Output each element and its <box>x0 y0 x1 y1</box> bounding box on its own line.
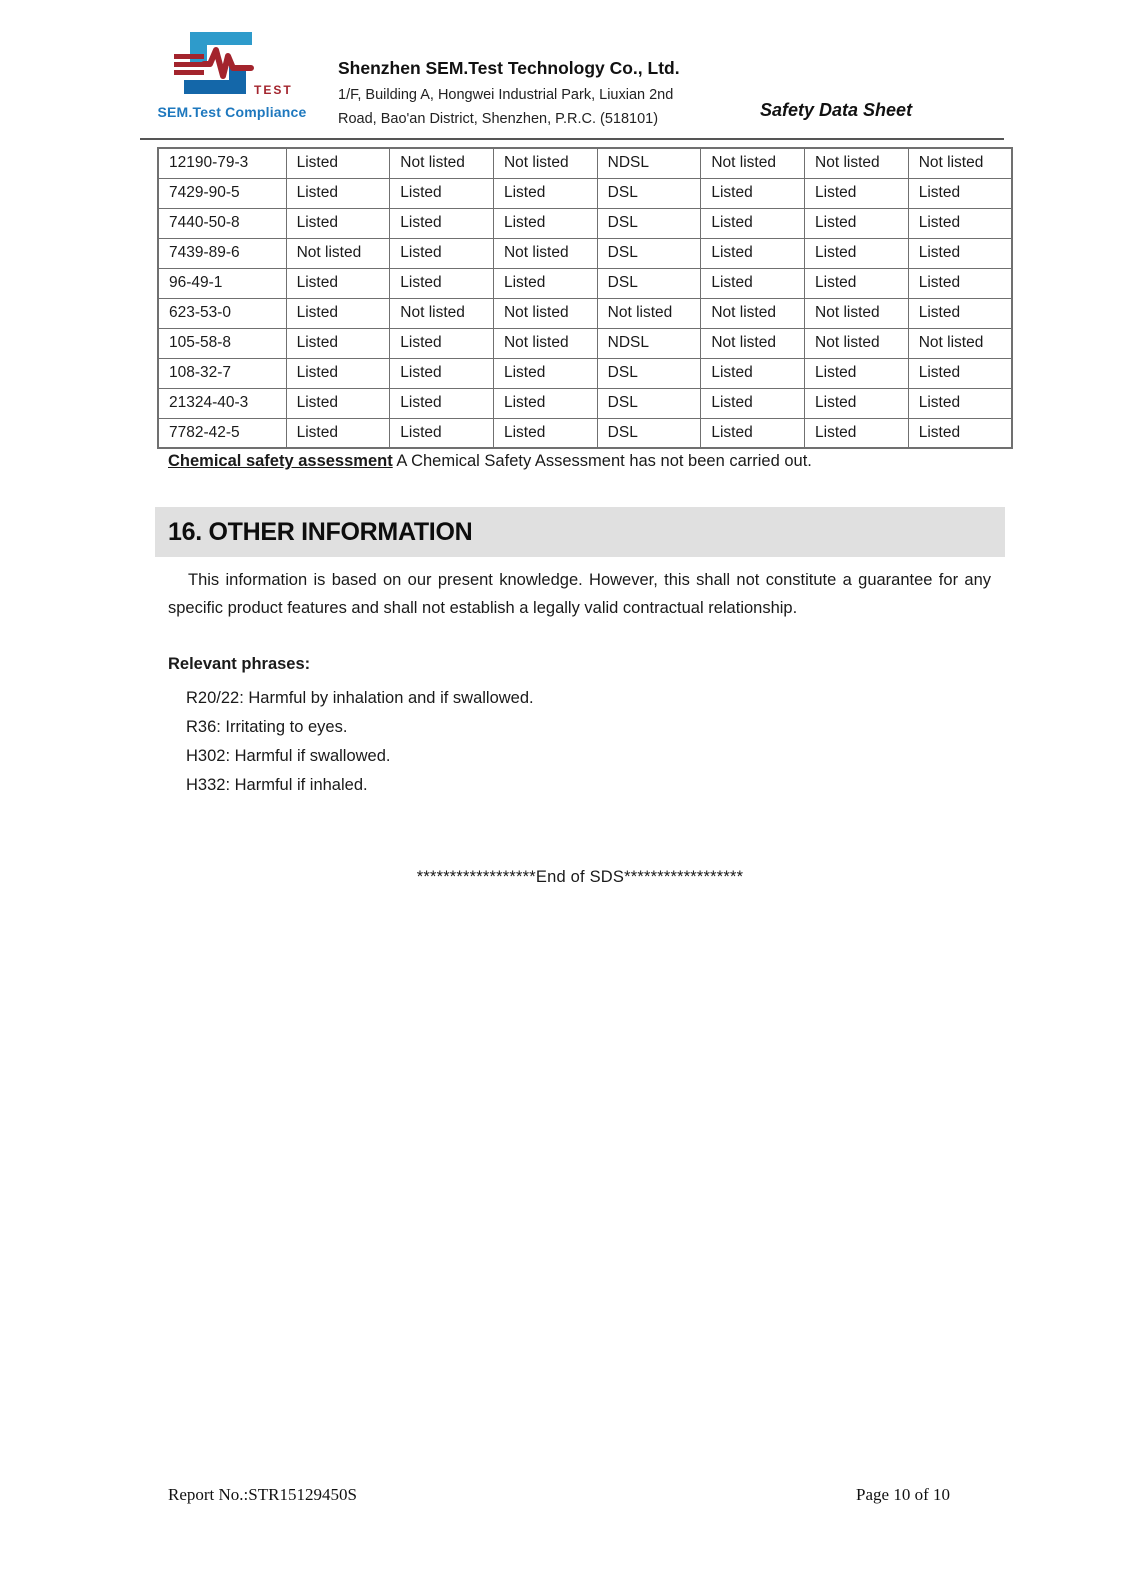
listing-status-cell: Listed <box>286 298 390 328</box>
listing-status-cell: Listed <box>805 178 909 208</box>
listing-status-cell: Listed <box>908 298 1012 328</box>
listing-status-cell: Listed <box>805 268 909 298</box>
listing-status-cell: NDSL <box>597 328 701 358</box>
cas-number-cell: 12190-79-3 <box>158 148 286 178</box>
listing-status-cell: Not listed <box>390 298 494 328</box>
listing-status-cell: Listed <box>908 208 1012 238</box>
listing-status-cell: Not listed <box>493 148 597 178</box>
listing-status-cell: Listed <box>390 328 494 358</box>
listing-status-cell: Listed <box>286 148 390 178</box>
listing-status-cell: Listed <box>805 358 909 388</box>
listing-status-cell: Listed <box>701 358 805 388</box>
chemical-safety-assessment-line <box>168 452 1008 471</box>
listing-status-cell: Listed <box>805 208 909 238</box>
listing-status-cell: Listed <box>286 418 390 448</box>
cas-number-cell: 96-49-1 <box>158 268 286 298</box>
company-info <box>338 58 708 127</box>
listing-status-cell: Listed <box>701 268 805 298</box>
listing-status-cell: Not listed <box>597 298 701 328</box>
listing-status-cell: Listed <box>390 418 494 448</box>
cas-number-cell: 21324-40-3 <box>158 388 286 418</box>
listing-status-cell: Listed <box>493 208 597 238</box>
cas-number-cell: 7429-90-5 <box>158 178 286 208</box>
cas-number-cell: 108-32-7 <box>158 358 286 388</box>
cas-number-cell: 623-53-0 <box>158 298 286 328</box>
listing-status-cell: Listed <box>908 388 1012 418</box>
company-logo <box>152 30 312 120</box>
listing-status-cell: DSL <box>597 418 701 448</box>
listing-status-cell: Not listed <box>701 148 805 178</box>
relevant-phrases-label: Relevant phrases: <box>168 655 311 673</box>
table-row <box>158 388 1012 418</box>
document-title: Safety Data Sheet <box>760 100 913 120</box>
section-16-paragraph: This information is based on our present knowledge. However, this shall not constitute a guarantee for any specific product features and shall not establish a legally valid contractual relationship. <box>168 571 991 617</box>
regulatory-table-body <box>158 148 1012 448</box>
table-row <box>158 418 1012 448</box>
listing-status-cell: Listed <box>286 388 390 418</box>
listing-status-cell: Listed <box>390 208 494 238</box>
listing-status-cell: Not listed <box>908 328 1012 358</box>
listing-status-cell: Not listed <box>805 328 909 358</box>
cas-number-cell: 7439-89-6 <box>158 238 286 268</box>
listing-status-cell: Not listed <box>390 148 494 178</box>
listing-status-cell: Not listed <box>493 328 597 358</box>
cas-number-cell: 7440-50-8 <box>158 208 286 238</box>
table-row <box>158 178 1012 208</box>
cas-number-cell: 105-58-8 <box>158 328 286 358</box>
listing-status-cell: Not listed <box>286 238 390 268</box>
phrase-line: H302: Harmful if swallowed. <box>186 747 391 765</box>
table-row <box>158 148 1012 178</box>
logo-tagline: SEM.Test Compliance <box>157 104 307 120</box>
listing-status-cell: Listed <box>805 238 909 268</box>
listing-status-cell: Listed <box>390 388 494 418</box>
listing-status-cell: Listed <box>908 268 1012 298</box>
table-row <box>158 328 1012 358</box>
listing-status-cell: Listed <box>493 178 597 208</box>
listing-status-cell: Listed <box>908 178 1012 208</box>
listing-status-cell: Listed <box>908 418 1012 448</box>
regulatory-table <box>157 147 1013 449</box>
section-16-heading: 16. OTHER INFORMATION <box>155 507 1005 557</box>
listing-status-cell: Not listed <box>493 238 597 268</box>
listing-status-cell: DSL <box>597 238 701 268</box>
listing-status-cell: Not listed <box>493 298 597 328</box>
phrase-line: R20/22: Harmful by inhalation and if swallowed. <box>186 689 534 707</box>
svg-text:TEST: TEST <box>254 83 293 97</box>
report-number: Report No.:STR15129450S <box>168 1485 357 1504</box>
listing-status-cell: NDSL <box>597 148 701 178</box>
table-row <box>158 358 1012 388</box>
chemical-safety-assessment-text: A Chemical Safety Assessment has not been carried out. <box>392 452 812 470</box>
listing-status-cell: Listed <box>701 178 805 208</box>
listing-status-cell: DSL <box>597 208 701 238</box>
listing-status-cell: Listed <box>390 238 494 268</box>
listing-status-cell: Not listed <box>805 148 909 178</box>
chemical-safety-assessment-label: Chemical safety assessment <box>168 452 393 470</box>
phrase-line: H332: Harmful if inhaled. <box>186 776 368 794</box>
table-row <box>158 298 1012 328</box>
listing-status-cell: Not listed <box>701 328 805 358</box>
listing-status-cell: Listed <box>286 208 390 238</box>
page-number: Page 10 of 10 <box>856 1485 950 1504</box>
listing-status-cell: Listed <box>805 388 909 418</box>
phrase-line: R36: Irritating to eyes. <box>186 718 348 736</box>
listing-status-cell: Listed <box>493 388 597 418</box>
listing-status-cell: Not listed <box>805 298 909 328</box>
listing-status-cell: DSL <box>597 178 701 208</box>
listing-status-cell: Listed <box>908 358 1012 388</box>
sem-test-logo-icon <box>164 30 300 102</box>
page-footer <box>0 1485 1121 1505</box>
company-name: Shenzhen SEM.Test Technology Co., Ltd. <box>338 58 680 78</box>
listing-status-cell: Listed <box>286 328 390 358</box>
listing-status-cell: Not listed <box>701 298 805 328</box>
listing-status-cell: Listed <box>286 178 390 208</box>
listing-status-cell: Listed <box>493 418 597 448</box>
header-divider <box>140 138 1004 140</box>
company-address-line2: Road, Bao'an District, Shenzhen, P.R.C. (518101) <box>338 111 659 127</box>
listing-status-cell: Listed <box>493 358 597 388</box>
listing-status-cell: Not listed <box>908 148 1012 178</box>
cas-number-cell: 7782-42-5 <box>158 418 286 448</box>
table-row <box>158 208 1012 238</box>
listing-status-cell: Listed <box>701 208 805 238</box>
listing-status-cell: DSL <box>597 268 701 298</box>
listing-status-cell: Listed <box>286 268 390 298</box>
listing-status-cell: Listed <box>908 238 1012 268</box>
listing-status-cell: DSL <box>597 358 701 388</box>
listing-status-cell: Listed <box>701 388 805 418</box>
listing-status-cell: Listed <box>390 358 494 388</box>
listing-status-cell: Listed <box>390 268 494 298</box>
end-of-sds-line: ******************End of SDS****************** <box>416 868 744 886</box>
relevant-phrases-list <box>186 684 886 800</box>
listing-status-cell: DSL <box>597 388 701 418</box>
listing-status-cell: Listed <box>805 418 909 448</box>
listing-status-cell: Listed <box>493 268 597 298</box>
table-row <box>158 268 1012 298</box>
listing-status-cell: Listed <box>701 238 805 268</box>
company-address-line1: 1/F, Building A, Hongwei Industrial Park, Liuxian 2nd <box>338 87 674 103</box>
table-row <box>158 238 1012 268</box>
listing-status-cell: Listed <box>390 178 494 208</box>
listing-status-cell: Listed <box>286 358 390 388</box>
listing-status-cell: Listed <box>701 418 805 448</box>
